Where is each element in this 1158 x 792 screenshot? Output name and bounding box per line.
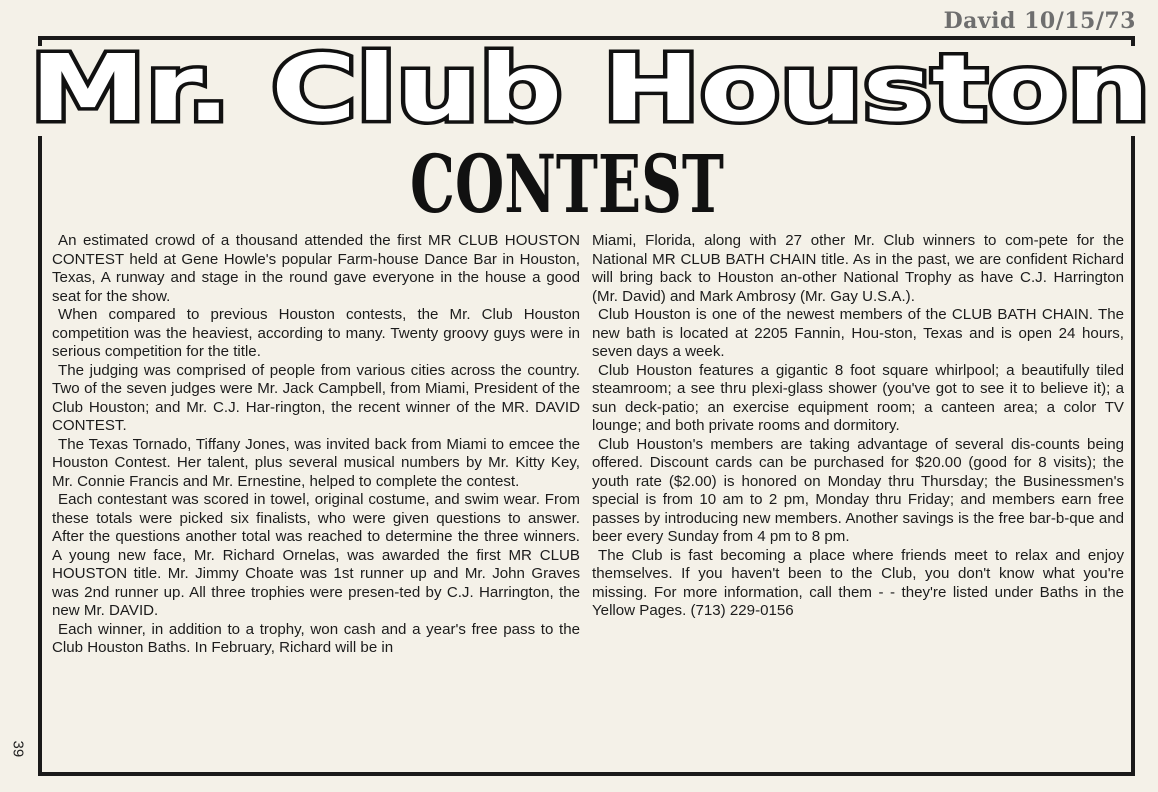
contest-text: CONTEST	[410, 137, 724, 231]
paragraph: When compared to previous Houston contests, the Mr. Club Houston competition was the heaviest, according to many. Twenty groovy guys were in serious competition for the title.	[52, 306, 580, 360]
paragraph: The Club is fast becoming a place where friends meet to relax and enjoy themselves. If you haven't been to the Club, you don't know what you're missing. For more information, call them - - they're listed under Baths in the Yellow Pages. (713) 229-0156	[592, 546, 1124, 619]
source-note: David 10/15/73	[943, 8, 1136, 34]
paragraph: Each contestant was scored in towel, original costume, and swim wear. From these totals were picked six finalists, who were given questions to answer. After the questions another total was reached to determine the three winners. A young new face, Mr. Richard Ornelas, was awarded the first MR CLUB HOUSTON title. Mr. Jimmy Choate was 1st runner up and Mr. John Graves was 2nd runner up. All three trophies were presen-ted by C.J. Harrington, the new Mr. DAVID.	[52, 491, 580, 619]
masthead-text: Mr. Club Houston	[30, 35, 1150, 142]
page-number: 39	[9, 740, 27, 758]
paragraph: An estimated crowd of a thousand attended the first MR CLUB HOUSTON CONTEST held at Gene Howle's popular Farm-house Dance Bar in Houston, Texas, A runway and stage in the round gave everyone in the house a good seat for the show.	[52, 232, 580, 305]
paragraph: Club Houston is one of the newest members of the CLUB BATH CHAIN. The new bath is located at 2205 Fannin, Hou-ston, Texas and is open 24 hours, seven days a week.	[592, 306, 1124, 360]
paragraph: Each winner, in addition to a trophy, won cash and a year's free pass to the Club Houston Baths. In February, Richard will be in	[52, 620, 580, 656]
paragraph: Club Houston features a gigantic 8 foot square whirlpool; a beautifully tiled steamroom; a see thru plexi-glass shower (you've got to see it to believe it); a sun deck-patio; an exercise equipment room; a canteen area; a color TV lounge; and both private rooms and dormitory.	[592, 361, 1124, 434]
contest-subheading	[408, 137, 726, 231]
paragraph: Club Houston's members are taking advantage of several dis-counts being offered. Discount cards can be purchased for $20.00 (good for 8 visits); the youth rate ($2.00) is honored on Monday thru Thursday; the Businessmen's special is from 10 am to 2 pm, Monday thru Friday; and members earn free passes by introducing new members. Another savings is the free bar-b-que and beer every Sunday from 4 pm to 8 pm.	[592, 435, 1124, 545]
left-column	[52, 232, 580, 658]
paragraph: The Texas Tornado, Tiffany Jones, was invited back from Miami to emcee the Houston Contest. Her talent, plus several musical numbers by Mr. Kitty Key, Mr. Connie Francis and Mr. Ernestine, helped to complete the contest.	[52, 435, 580, 490]
paragraph: The judging was comprised of people from various cities across the country. Two of the seven judges were Mr. Jack Campbell, from Miami, President of the Club Houston; and Mr. C.J. Har-rington, the recent winner of the MR. DAVID CONTEST.	[52, 361, 580, 434]
right-column	[592, 232, 1124, 621]
paragraph: Miami, Florida, along with 27 other Mr. Club winners to com-pete for the National MR CLUB BATH CHAIN title. As in the past, we are confident Richard will bring back to Houston an-other National Trophy as have C.J. Harrington (Mr. David) and Mark Ambrosy (Mr. Gay U.S.A.).	[592, 232, 1124, 305]
masthead-title	[22, 35, 1158, 142]
